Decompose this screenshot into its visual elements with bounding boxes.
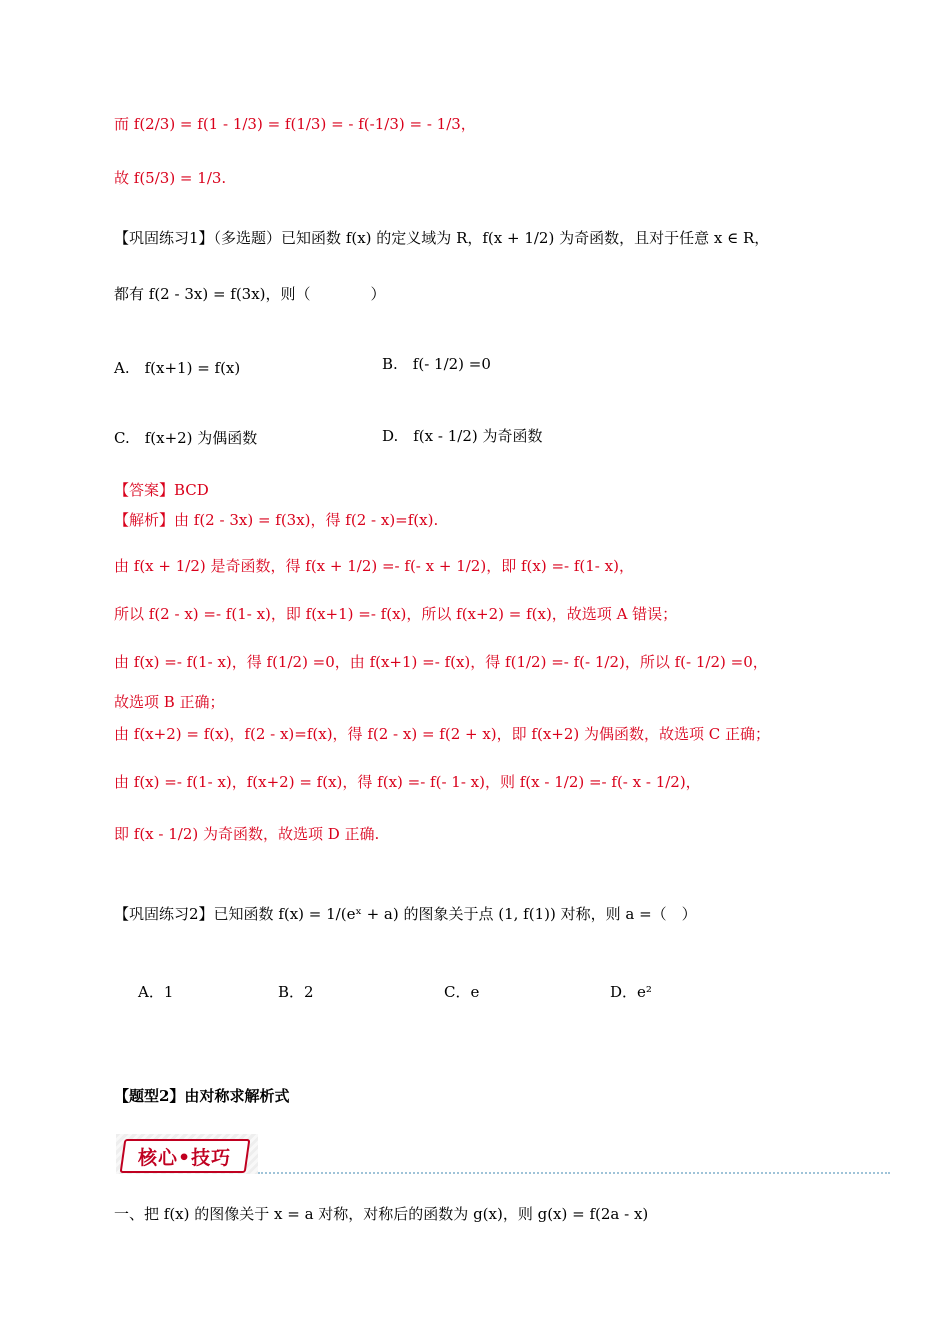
practice1-stem-cont: 都有 f(2 - 3x) = f(3x)，则（ ） bbox=[114, 285, 386, 303]
analysis-line-2: 由 f(x + 1/2) 是奇函数，得 f(x + 1/2) =- f(- x + 1/2)，即 f(x) =- f(1- x)， bbox=[114, 557, 634, 575]
analysis-line-3: 所以 f(2 - x) =- f(1- x)，即 f(x+1) =- f(x)，所以 f(x+2) = f(x)，故选项 A 错误； bbox=[114, 605, 678, 623]
analysis-line-1: 【解析】由 f(2 - 3x) = f(3x)，得 f(2 - x)=f(x). bbox=[114, 511, 439, 529]
badge-label: 核心•技巧 bbox=[138, 1147, 232, 1169]
rule-line-1: 一、把 f(x) 的图像关于 x = a 对称，对称后的函数为 g(x)，则 g(x) = f(2a - x) bbox=[114, 1205, 649, 1223]
analysis-line-4: 由 f(x) =- f(1- x)，得 f(1/2) =0，由 f(x+1) =- f(x)，得 f(1/2) =- f(- 1/2)，所以 f(- 1/2) =0， bbox=[114, 653, 768, 671]
practice2-option-d: D．e² bbox=[610, 983, 652, 1001]
practice2-stem: 【巩固练习2】已知函数 f(x) = 1/(eˣ + a) 的图象关于点 (1, f(1)) 对称，则 a =（ ） bbox=[114, 905, 697, 923]
practice2-option-a: A．1 bbox=[138, 983, 174, 1001]
solution-line-1: 而 f(2/3) = f(1 - 1/3) = f(1/3) = - f(-1/3) = - 1/3， bbox=[114, 115, 476, 133]
answer-line: 【答案】BCD bbox=[114, 481, 209, 499]
practice1-option-c: C. f(x+2) 为偶函数 bbox=[114, 429, 258, 447]
practice1-stem: 【巩固练习1】（多选题）已知函数 f(x) 的定义域为 R，f(x + 1/2) 为奇函数，且对于任意 x ∈ R， bbox=[114, 229, 770, 247]
section-heading-type2: 【题型2】由对称求解析式 bbox=[114, 1087, 290, 1105]
solution-line-2: 故 f(5/3) = 1/3. bbox=[114, 169, 227, 187]
analysis-line-5: 故选项 B 正确； bbox=[114, 693, 225, 711]
practice2-option-c: C．e bbox=[444, 983, 480, 1001]
practice1-option-b: B. f(- 1/2) =0 bbox=[382, 355, 491, 373]
practice2-option-b: B．2 bbox=[278, 983, 314, 1001]
practice1-option-d: D. f(x - 1/2) 为奇函数 bbox=[382, 427, 543, 445]
analysis-line-8: 即 f(x - 1/2) 为奇函数，故选项 D 正确. bbox=[114, 825, 380, 843]
dotted-divider bbox=[258, 1172, 890, 1174]
analysis-line-6: 由 f(x+2) = f(x)，f(2 - x)=f(x)，得 f(2 - x) = f(2 + x)，即 f(x+2) 为偶函数，故选项 C 正确； bbox=[114, 725, 771, 743]
analysis-line-7: 由 f(x) =- f(1- x)，f(x+2) = f(x)，得 f(x) =- f(- 1- x)，则 f(x - 1/2) =- f(- x - 1/2)， bbox=[114, 773, 701, 791]
core-skill-badge bbox=[116, 1134, 258, 1174]
practice1-option-a: A. f(x+1) = f(x) bbox=[114, 359, 241, 377]
